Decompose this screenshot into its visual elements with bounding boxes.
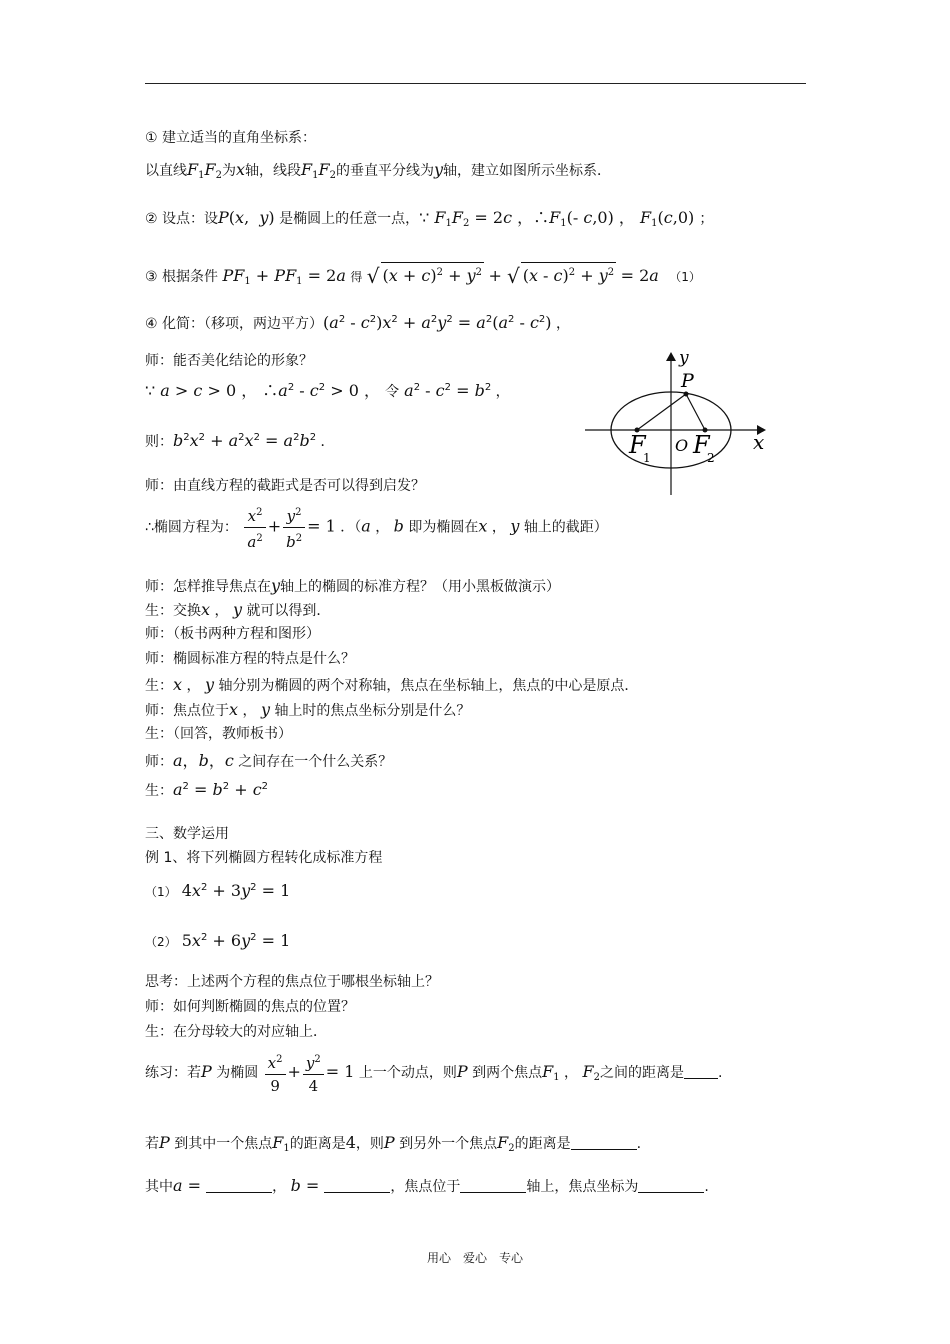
y-axis-label: y	[679, 348, 689, 368]
dialogue-9: 生：$a^2 = b^2 + c^2$	[145, 780, 269, 799]
step3-line: ③ 根据条件 $PF_1 + PF_1 = 2a$ 得 √ $(x + c)^2 + y^2$ + √ $(x - c)^2 + y^2 = 2a$ （1）	[145, 264, 701, 288]
focus-f1-label: F	[629, 431, 646, 459]
focus-f1-subscript: 1	[643, 451, 651, 465]
teacher-question: 师：如何判断椭圆的焦点的位置？	[145, 999, 355, 1015]
step2-line: ② 设点：设P(x, y) 是椭圆上的任意一点，∵ $F_1F_2 = 2c$ ，$\therefore F_1(-$ c,0) ， $F_1(c,0)$ ；	[145, 208, 714, 229]
point-p-label: P	[681, 370, 694, 392]
think-line: 思考：上述两个方程的焦点位于哪根坐标轴上？	[145, 974, 439, 990]
dialogue-3: 师：（板书两种方程和图形）	[145, 626, 320, 642]
example-item-2: （2） $5x^2 + 6y^2 = 1$	[145, 931, 291, 950]
dialogue-7: 生：（回答，教师板书）	[145, 726, 292, 742]
dialogue-4: 师：椭圆标准方程的特点是什么？	[145, 651, 355, 667]
step1-line: 以直线$F_1F_2$为x轴，线段$F_1F_2$的垂直平分线为y轴，建立如图所示坐标系．	[145, 160, 612, 181]
exercise-line-3: 其中a = ， b = ，焦点位于 轴上，焦点坐标为 .	[145, 1176, 709, 1195]
dialogue-6: 师：焦点位于x ， y 轴上时的焦点坐标分别是什么？	[145, 700, 471, 719]
dialogue-1: 师：怎样推导焦点在y轴上的椭圆的标准方程？（用小黑板做演示）	[145, 576, 561, 595]
ellipse-figure	[585, 345, 775, 500]
dialogue-5: 生：x ， y 轴分别为椭圆的两个对称轴，焦点在坐标轴上，焦点的中心是原点．	[145, 675, 639, 694]
focus-f2-subscript: 2	[707, 451, 715, 465]
section-heading: 三、数学运用	[145, 826, 229, 842]
step4-line: ④ 化简：（移项，两边平方）$(a^2 - c^2)x^2 + a^2y^2 = a^2(a^2 - c^2)$ ，	[145, 313, 570, 332]
exercise-line-1: 练习：若P 为椭圆 $\frac{x^2}{9}$ + $\frac{y^2}{4}$ = 1 上一个动点，则P 到两个焦点$F_1$ ， $F_2$之间的距离是 .	[145, 1050, 722, 1100]
example-1: 例 1、将下列椭圆方程转化成标准方程	[145, 850, 383, 866]
page-footer: 用心 爱心 专心	[426, 1251, 523, 1265]
origin-label: O	[675, 436, 689, 455]
x-axis-label: x	[753, 430, 765, 454]
segment-pf1	[637, 394, 686, 430]
student-answer: 生：在分母较大的对应轴上．	[145, 1024, 327, 1040]
discussion-q2: 师：由直线方程的截距式是否可以得到启发？	[145, 478, 425, 494]
y-axis-arrow	[666, 352, 676, 361]
example-item-1: （1） $4x^2 + 3y^2 = 1$	[145, 881, 291, 900]
dialogue-8: 师：a，b，c 之间存在一个什么关系？	[145, 751, 393, 770]
inequality-line: ∵ a > c > 0 ， $\therefore a^2 - c^2 > 0$ ， 令 $a^2 - c^2 = b^2$ ，	[145, 381, 510, 400]
point-p	[684, 392, 689, 397]
focus-f2-label: F	[693, 431, 710, 459]
header-rule	[145, 83, 806, 84]
discussion-q1: 师：能否美化结论的形象？	[145, 353, 313, 369]
exercise-line-2: 若P 到其中一个焦点$F_1$的距离是4，则P 到另外一个焦点$F_2$的距离是 .	[145, 1133, 642, 1154]
segment-pf2	[686, 394, 705, 430]
ellipse-equation-line: ∴椭圆方程为： $\frac{x^2}{a^2}$ + $\frac{y^2}{b^2}$ = 1 ．（a ， b 即为椭圆在x ， y 轴上的截距）	[145, 504, 608, 551]
dialogue-2: 生：交换x ， y 就可以得到．	[145, 600, 331, 619]
step1-title: ① 建立适当的直角坐标系：	[145, 130, 317, 146]
then-line: 则：$b^2x^2 + a^2x^2 = a^2b^2$ ．	[145, 431, 335, 450]
